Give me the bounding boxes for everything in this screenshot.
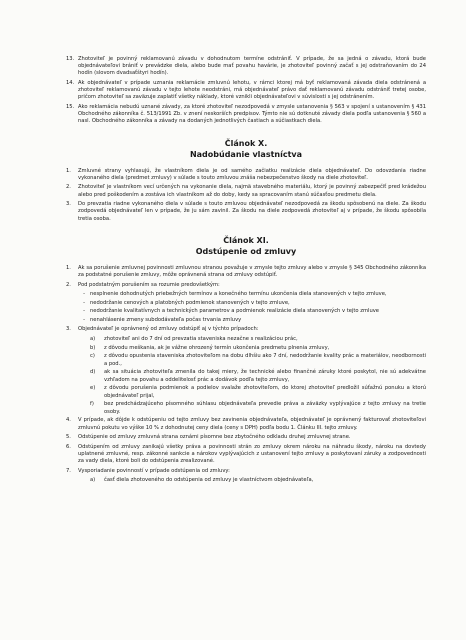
clause-text: Zhotoviteľ je povinný reklamovanú závadu v dohodnutom termíne odstrániť. V prípade, že sa jedná o závadu, ktorá bude objednávateľovi brániť v prevádzke diela, alebo bude mať povahu havárie, je zhotoviteľ povinný začať s jej odstraňovaním do 24 hodín (slovom dvadsaťštyri hodín).	[78, 56, 426, 77]
clause	[66, 80, 426, 102]
sub-clause	[90, 353, 426, 367]
sub-clause	[90, 385, 426, 399]
dash-bullet-icon: -	[83, 308, 85, 315]
clause-text: Do prevzatia riadne vykonaného diela v súlade s touto zmluvou objednávateľ nezodpovedá za škodu spôsobenú na diele. Za škodu zodpovedá objednávateľ len v prípade, že ju sám zavinil. Za škodu na diele zodpovedá zhotoviteľ aj v prípade, že škodu spôsobila tretia osoba.	[78, 201, 426, 222]
clause	[66, 417, 426, 431]
dash-bullet-icon: -	[83, 316, 85, 323]
list-item-text: nedodržanie cenových a platobných podmienok stanovených v tejto zmluve,	[90, 299, 290, 306]
clause	[66, 326, 426, 333]
article-11-heading	[66, 235, 426, 257]
article-10-section	[66, 168, 426, 223]
list-item-text: nenahlásenie zmeny subdodávateľa počas trvania zmluvy	[90, 316, 242, 323]
settlement-list	[66, 477, 426, 484]
list-item-text: nedodržanie kvalitatívnych a technických parametrov a podmienok realizácie diela stanovených v tejto zmluve	[90, 308, 379, 315]
list-item-text: nesplnenie dohodnutých priebežných termínov a konečného termínu ukončenia diela stanovených v tejto zmluve,	[90, 291, 387, 298]
clause-number: 2.	[66, 184, 71, 191]
sub-clause-label: b)	[90, 344, 96, 351]
dash-bullet-icon: -	[83, 299, 85, 306]
clause	[66, 56, 426, 78]
clause-number: 14.	[66, 80, 75, 86]
article-10-heading	[66, 138, 426, 160]
clause	[66, 468, 426, 475]
clause	[66, 104, 426, 126]
sub-clause-text: bez predchádzajúceho písomného súhlasu objednávateľa prevedie práva a záväzky vyplývajúce z tejto zmluvy na tretie osoby.	[104, 401, 426, 415]
sub-clause	[90, 477, 426, 484]
article-11-number: Článok XI.	[223, 235, 269, 245]
clause-number: 3.	[66, 326, 71, 333]
sub-clause-label: f)	[90, 401, 94, 408]
sub-clause	[90, 369, 426, 383]
dash-bullet-icon: -	[83, 291, 85, 298]
sub-clause-label: c)	[90, 353, 95, 360]
clause-text: Zhotoviteľ je vlastníkom vecí určených na vykonanie diela, najmä stavebného materiálu, ktorý je povinný zabezpečiť pred krádežou alebo pred poškodením a zostáva ich vlastníkom až do doby, kedy sa spracovaním stanú súčasťou predmetu diela.	[78, 184, 426, 198]
clause-text: Odstúpenie od zmluvy zmluvná strana oznámi písomne bez zbytočného odkladu druhej zmluvnej strane.	[78, 434, 351, 441]
list-item	[78, 300, 426, 307]
clause-number: 2.	[66, 281, 71, 288]
sub-clause-label: a)	[90, 477, 96, 484]
clause-number: 6.	[66, 443, 71, 450]
sub-clause-label: e)	[90, 385, 96, 392]
clause-text: Odstúpením od zmluvy zanikajú všetky práva a povinnosti strán zo zmluvy okrem nároku na náhradu škody, nároku na dovtedy uplatnené zmluvné, resp. zákonné sankcie a nárokov vyplývajúcich z ustanovení tejto zmluvy a poskytovaní záruky a zodpovednosti za vady diela, ktoré boli do odstúpenia zrealizované.	[78, 443, 426, 465]
sub-clause-text: z dôvodu meškania, ak je vážne ohrozený termín ukončenia predmetu plnenia zmluvy,	[104, 344, 330, 351]
clause-text: Vysporiadanie povinností v prípade odstúpenia od zmluvy:	[78, 467, 230, 474]
clause	[66, 201, 426, 223]
clause-number: 7.	[66, 467, 71, 474]
sub-clause-text: z dôvodu porušenia podmienok a podielov svalaže zhotoviteľom, do ktorej zhotoviteľ predložil súťažnú ponuku a ktorú objednávateľ prijal,	[104, 385, 426, 399]
clause	[66, 282, 426, 289]
clause-number: 15.	[66, 104, 75, 110]
clause-number: 1.	[66, 167, 71, 174]
clause	[66, 168, 426, 182]
sub-clause-label: d)	[90, 369, 96, 376]
sub-clause-text: z dôvodu opustenia staveniska zhotoviteľom na dobu dlhšiu ako 7 dní, nedodržanie kvality prác a materiálov, neodbornosti a pod.,	[104, 353, 426, 367]
withdrawal-cases-list	[66, 336, 426, 416]
clause-number: 4.	[66, 417, 71, 424]
sub-clause-label: a)	[90, 335, 96, 342]
clause-number: 13.	[66, 56, 75, 62]
clause-text: Ak sa porušenie zmluvnej povinnosti zmluvnou stranou považuje v zmysle tejto zmluvy alebo v zmysle § 345 Obchodného zákonníka za podstatné porušenie zmluvy, môže oprávnená strana od zmluvy odstúpiť.	[78, 264, 426, 279]
list-item	[78, 308, 426, 315]
clause-number: 1.	[66, 264, 71, 271]
sub-clause	[90, 336, 426, 343]
article-10-title: Nadobúdanie vlastníctva	[189, 149, 303, 159]
clause	[66, 434, 426, 441]
clause	[66, 265, 426, 279]
clause-text: Ak objednávateľ v prípade uznania reklamácie zmluvnú lehotu, v rámci ktorej má byť reklamovaná závada diela odstránená a zhotoviteľ reklamovanú závadu v tejto lehote neodstráni, má objednávateľ právo dať reklamovanú závadu odstrániť tretej osobe, pričom zhotoviteľ sa zaväzuje zaplatiť všetky náklady, ktoré vznikli objednávateľovi v súvislosti s jej odstránením.	[78, 80, 426, 101]
clause-text: Zmluvné strany vyhlasujú, že vlastníkom diela je od samého začiatku realizácie diela objednávateľ. Do odovzdania riadne vykonaného diela (predmet zmluvy) v súlade s touto zmluvou znáša nebezpečenstvo škody na diele zhotoviteľ.	[78, 167, 426, 181]
clause-number: 3.	[66, 201, 71, 208]
clause-text: Ako reklamácia nebudú uznané závady, za ktoré zhotoviteľ nezodpovedá v zmysle ustanovenia § 563 v spojení s ustanovením § 431 Obchodného zákonníka č. 513/1991 Zb. v znení neskorších predpisov. Týmto nie sú dotknuté závady diela podľa ustanovenia § 560 a nasl. Obchodného zákonníka a závady na dodaných jednotlivých častiach a súčiastkach diela.	[78, 104, 426, 125]
sub-clause-text: zhotoviteľ ani do 7 dní od prevzatia staveniska nezačne s realizáciou prác,	[104, 335, 298, 342]
article-9-end-section	[66, 56, 426, 126]
article-11-remaining-clauses	[66, 417, 426, 475]
list-item	[78, 291, 426, 298]
sub-clause	[90, 345, 426, 352]
sub-clause-text: časť diela zhotoveného do odstúpenia od zmluvy je vlastníctvom objednávateľa,	[104, 477, 314, 484]
clause	[66, 444, 426, 466]
clause	[66, 184, 426, 198]
article-11-title: Odstúpenie od zmluvy	[195, 246, 297, 256]
list-item	[78, 317, 426, 324]
article-11-section	[66, 265, 426, 485]
clause-text: Objednávateľ je oprávnený od zmluvy odstúpiť aj v týchto prípadoch:	[78, 326, 259, 333]
sub-clause	[90, 401, 426, 415]
breach-list	[78, 291, 426, 324]
clause-number: 5.	[66, 434, 71, 441]
sub-clause-text: ak sa situácia zhotoviteľa zmenila do takej miery, že technické alebo finančné záruky ktoré poskytol, nie sú adekvátne vzhľadom na povahu a oddelitelosť prác a dodávok podľa tejto zmluvy,	[104, 369, 426, 383]
article-10-number: Článok X.	[224, 138, 268, 148]
clause-text: V prípade, ak dôjde k odstúpeniu od tejto zmluvy bez zavinenia objednávateľa, objednávateľ je oprávnený fakturovať zhotoviteľovi zmluvnú pokutu vo výške 10 % z dohodnutej ceny diela (ceny s DPH) podľa bodu 1. Článku III. tejto zmluvy.	[78, 417, 426, 431]
clause-text: Pod podstatným porušením sa rozumie predovšetkým:	[78, 281, 220, 288]
